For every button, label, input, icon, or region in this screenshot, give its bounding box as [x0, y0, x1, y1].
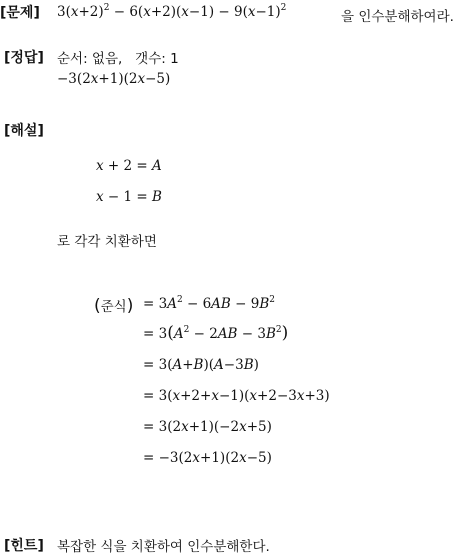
hint-text: 복잡한 식을 치환하여 인수분해한다. — [57, 539, 270, 555]
derivation-step-3: = 3(A+B)(A−3B) — [143, 357, 259, 373]
derivation-step-2: = $3(A^2 - 2AB - 3B^2)$ — [143, 323, 289, 343]
lhs-label: 준식 — [100, 299, 127, 315]
problem-instruction: 을 인수분해하여라. — [341, 9, 454, 25]
answer-meta: 순서: 없음, 갯수: 1 — [57, 51, 179, 67]
derivation-step-5: = 3(2x+1)(−2x+5) — [143, 419, 272, 435]
derivation-step-1: = $3A^2 - 6AB - 9B^2$ — [143, 295, 275, 312]
derivation-step-6: = −3(2x+1)(2x−5) — [143, 450, 272, 466]
solution-tag: [해설] — [4, 123, 44, 139]
derivation-step-4: = 3(x+2+x−1)(x+2−3x+3) — [143, 388, 330, 404]
answer-expression: −3(2x+1)(2x−5) — [57, 71, 171, 87]
hint-tag: [힌트] — [4, 538, 44, 554]
substitution-a: x + 2 = A — [96, 158, 162, 174]
derivation-lhs: (준식) — [94, 296, 134, 316]
problem-expression: $3(x+2)^2 - 6(x+2)(x-1) - 9(x-1)^2$ — [57, 3, 287, 20]
answer-tag: [정답] — [4, 50, 44, 66]
problem-tag: [문제] — [0, 5, 40, 21]
substitution-b: x − 1 = B — [96, 189, 162, 205]
substitution-note: 로 각각 치환하면 — [57, 234, 157, 250]
